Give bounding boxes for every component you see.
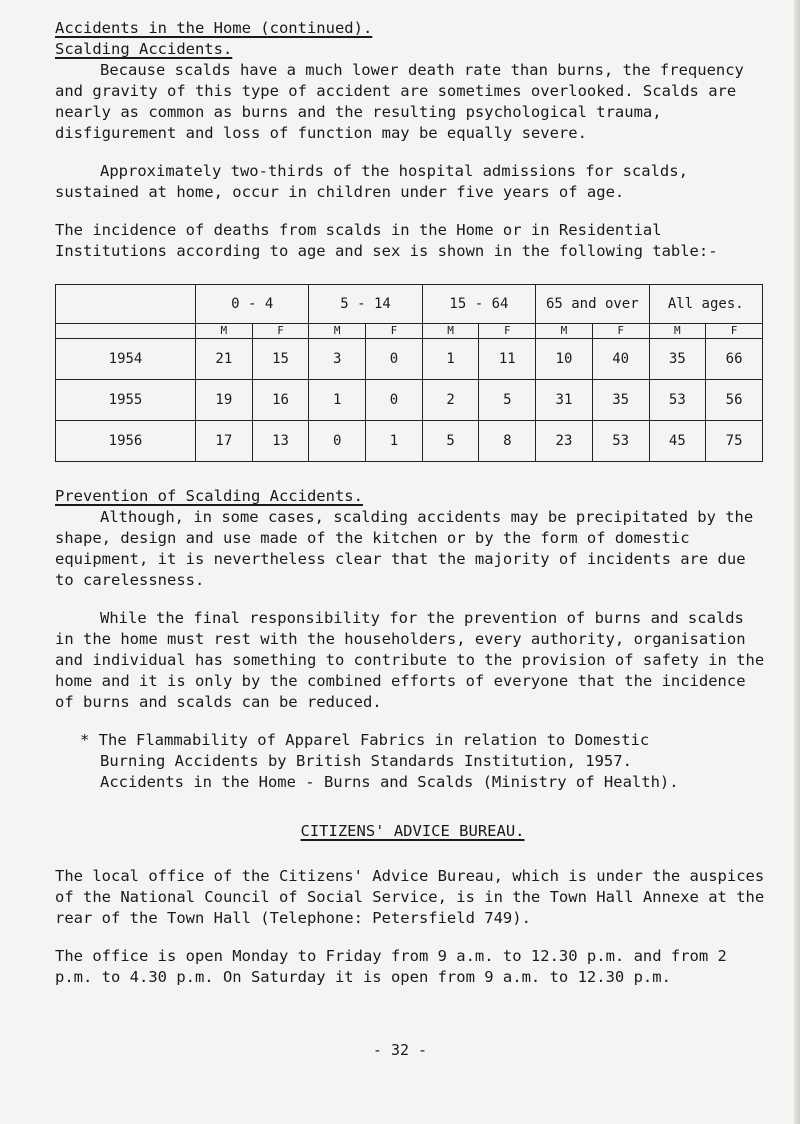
value-cell: 21 xyxy=(196,339,253,380)
year-cell: 1955 xyxy=(56,380,196,421)
value-cell: 2 xyxy=(422,380,479,421)
value-cell: 0 xyxy=(309,421,366,462)
value-cell: 75 xyxy=(706,421,763,462)
value-cell: 23 xyxy=(536,421,593,462)
sex-header: M xyxy=(649,324,706,339)
value-cell: 53 xyxy=(649,380,706,421)
references-note xyxy=(80,730,770,793)
value-cell: 31 xyxy=(536,380,593,421)
sex-header: M xyxy=(422,324,479,339)
value-cell: 53 xyxy=(592,421,649,462)
page-number: - 32 - xyxy=(372,1041,428,1059)
sex-header: M xyxy=(536,324,593,339)
value-cell: 5 xyxy=(422,421,479,462)
corner-cell xyxy=(56,324,196,339)
sex-header: F xyxy=(252,324,309,339)
year-cell: 1954 xyxy=(56,339,196,380)
age-group-header: 65 and over xyxy=(536,285,649,324)
scalding-paragraph-3: The incidence of deaths from scalds in the Home or in Residential Institutions according to age and sex is shown in the following table:- xyxy=(55,221,718,260)
value-cell: 10 xyxy=(536,339,593,380)
sex-header: F xyxy=(706,324,763,339)
value-cell: 35 xyxy=(649,339,706,380)
scalding-paragraph-2: Approximately two-thirds of the hospital admissions for scalds, sustained at home, occur in children under five years of age. xyxy=(55,162,688,201)
value-cell: 40 xyxy=(592,339,649,380)
cab-paragraph-2: The office is open Monday to Friday from 9 a.m. to 12.30 p.m. and from 2 p.m. to 4.30 p.m. On Saturday it is open from 9 a.m. to 12.30 p.m. xyxy=(55,947,727,986)
reference-line: Accidents in the Home - Burns and Scalds (Ministry of Health). xyxy=(100,773,679,791)
scalds-deaths-table xyxy=(55,284,763,462)
sex-header: M xyxy=(196,324,253,339)
value-cell: 45 xyxy=(649,421,706,462)
value-cell: 16 xyxy=(252,380,309,421)
value-cell: 35 xyxy=(592,380,649,421)
sex-header: F xyxy=(366,324,423,339)
value-cell: 3 xyxy=(309,339,366,380)
prevention-title: Prevention of Scalding Accidents. xyxy=(55,487,363,505)
section-heading: Accidents in the Home (continued). xyxy=(55,19,373,37)
value-cell: 56 xyxy=(706,380,763,421)
value-cell: 1 xyxy=(366,421,423,462)
corner-cell xyxy=(56,285,196,324)
age-group-header: 15 - 64 xyxy=(422,285,535,324)
value-cell: 15 xyxy=(252,339,309,380)
value-cell: 8 xyxy=(479,421,536,462)
sex-header: M xyxy=(309,324,366,339)
sex-header: F xyxy=(592,324,649,339)
scalding-title: Scalding Accidents. xyxy=(55,40,233,58)
cab-paragraph-1: The local office of the Citizens' Advice Bureau, which is under the auspices of the National Council of Social Service, is in the Town Hall Annexe at the rear of the Town Hall (Telephone: Petersfield 749). xyxy=(55,867,765,927)
table-row xyxy=(56,380,763,421)
document-page xyxy=(55,18,770,988)
table-row xyxy=(56,339,763,380)
value-cell: 5 xyxy=(479,380,536,421)
sex-header: F xyxy=(479,324,536,339)
age-group-header: 5 - 14 xyxy=(309,285,422,324)
sex-header-row xyxy=(56,324,763,339)
year-cell: 1956 xyxy=(56,421,196,462)
value-cell: 1 xyxy=(422,339,479,380)
value-cell: 11 xyxy=(479,339,536,380)
age-group-header-row xyxy=(56,285,763,324)
value-cell: 0 xyxy=(366,339,423,380)
table-row xyxy=(56,421,763,462)
value-cell: 1 xyxy=(309,380,366,421)
reference-line: Burning Accidents by British Standards Institution, 1957. xyxy=(100,752,632,770)
page-edge-shadow xyxy=(794,0,800,1124)
prevention-paragraph-1: Although, in some cases, scalding accidents may be precipitated by the shape, design and use made of the kitchen or by the form of domestic equipment, it is nevertheless clear that the majority of incidents are due to carelessness. xyxy=(55,508,754,589)
scalding-paragraph-1: Because scalds have a much lower death rate than burns, the frequency and gravity of this type of accident are sometimes overlooked. Scalds are nearly as common as burns and the resulting psychological trauma, disfigurement and loss of function may be equally severe. xyxy=(55,61,744,142)
value-cell: 19 xyxy=(196,380,253,421)
reference-line: * The Flammability of Apparel Fabrics in relation to Domestic xyxy=(80,731,650,749)
value-cell: 0 xyxy=(366,380,423,421)
value-cell: 17 xyxy=(196,421,253,462)
value-cell: 66 xyxy=(706,339,763,380)
value-cell: 13 xyxy=(252,421,309,462)
age-group-header: 0 - 4 xyxy=(196,285,309,324)
prevention-paragraph-2: While the final responsibility for the prevention of burns and scalds in the home must rest with the householders, every authority, organisation and individual has something to contribute to the provision of safety in the home and it is only by the combined efforts of everyone that the incidence of burns and scalds can be reduced. xyxy=(55,609,765,711)
age-group-header: All ages. xyxy=(649,285,763,324)
cab-title: CITIZENS' ADVICE BUREAU. xyxy=(300,822,525,840)
